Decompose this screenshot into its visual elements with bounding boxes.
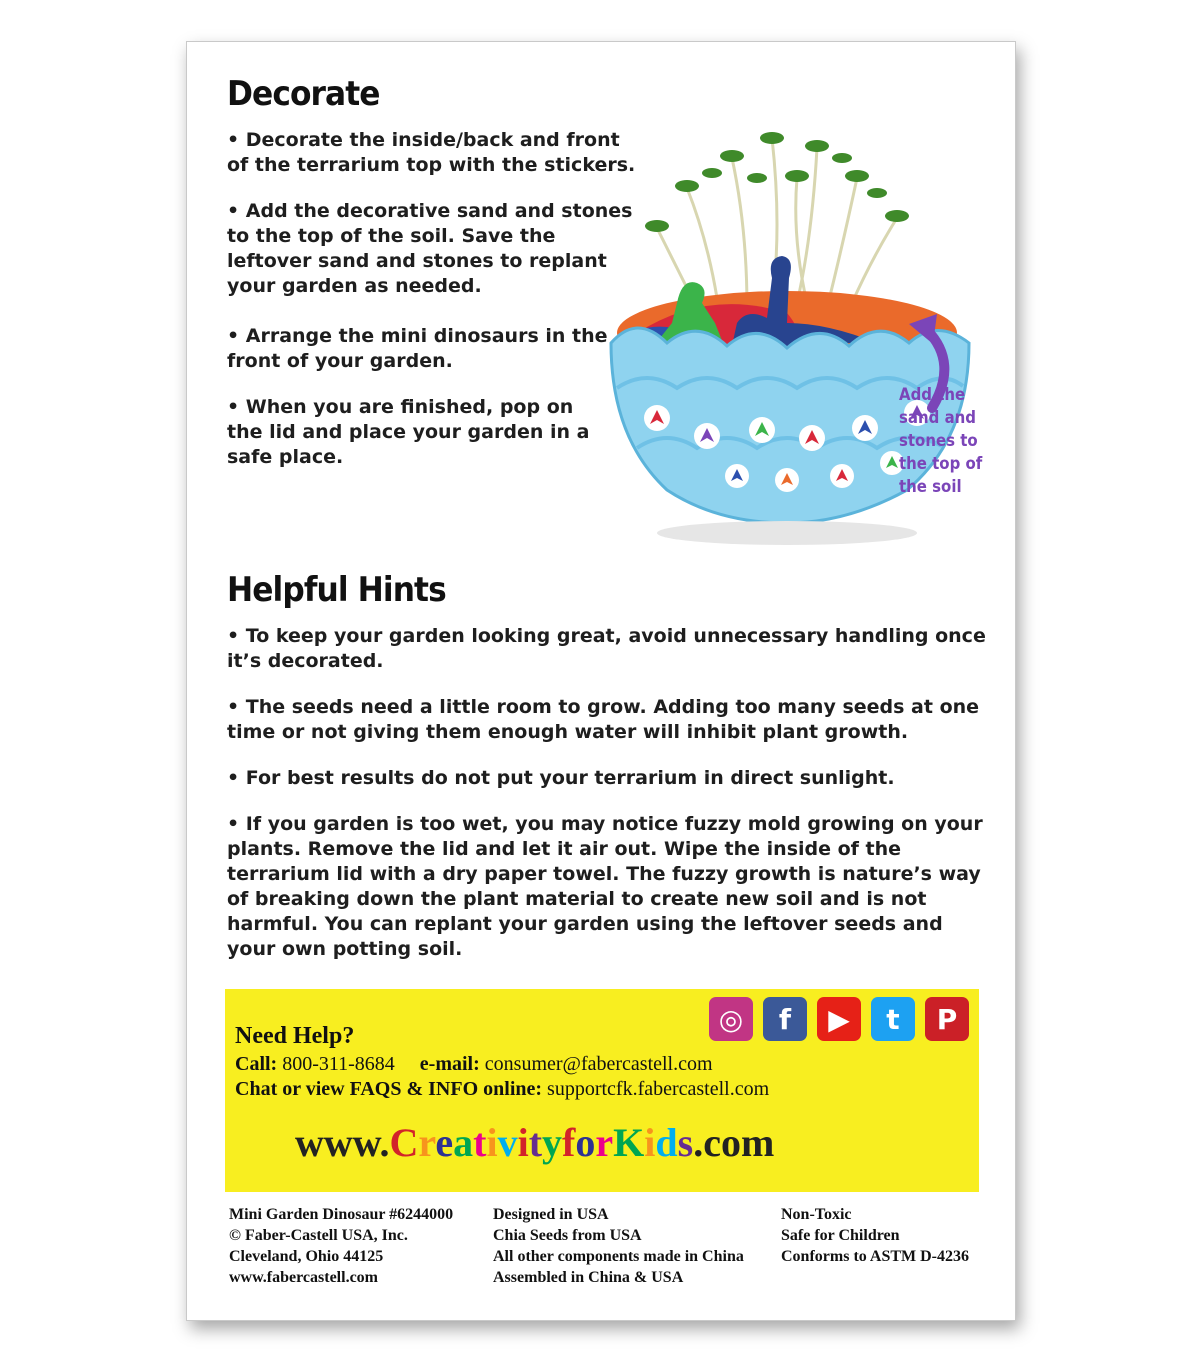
website-prefix: www. bbox=[295, 1120, 390, 1165]
need-help-box bbox=[225, 989, 979, 1192]
footer-safety-info bbox=[781, 1204, 969, 1267]
need-help-title: Need Help? bbox=[235, 1023, 355, 1049]
brand-letter: i bbox=[517, 1120, 529, 1165]
support-url[interactable]: supportcfk.fabercastell.com bbox=[547, 1078, 770, 1100]
footer-line: © Faber-Castell USA, Inc. bbox=[229, 1227, 408, 1244]
brand-letter: a bbox=[453, 1120, 474, 1165]
brand-letter: i bbox=[486, 1120, 498, 1165]
footer-line: Mini Garden Dinosaur #6244000 bbox=[229, 1206, 454, 1223]
decorate-bullet-2: • Add the decorative sand and stones to the top of the soil. Save the leftover sand and stones to replant your garden as needed. bbox=[227, 200, 633, 297]
hint-bullet-1: • To keep your garden looking great, avoid unnecessary handling once it’s decorated. bbox=[227, 625, 986, 672]
decorate-bullet-3: • Arrange the mini dinosaurs in the front of your garden. bbox=[227, 325, 608, 372]
website-brand bbox=[389, 1120, 693, 1165]
instruction-card bbox=[186, 41, 1016, 1321]
brand-letter: r bbox=[595, 1120, 614, 1165]
brand-letter: s bbox=[677, 1120, 694, 1165]
email-address[interactable]: consumer@fabercastell.com bbox=[484, 1053, 713, 1075]
footer-line: Non-Toxic bbox=[781, 1206, 852, 1223]
brand-letter: K bbox=[613, 1120, 645, 1165]
hints-heading: Helpful Hints bbox=[227, 570, 446, 610]
brand-letter: y bbox=[542, 1120, 563, 1165]
hint-bullet-4: • If you garden is too wet, you may notice fuzzy mold growing on your plants. Remove the lid and let it air out. Wipe the inside of the terrarium lid with a dry paper towel. The fuzzy growth is nature’s way of breaking down the plant material to create new soil and is not harmful. You can replant your garden using the leftover seeds and your own potting soil. bbox=[227, 813, 983, 960]
website-suffix: .com bbox=[693, 1120, 775, 1165]
decorate-bullet-1: • Decorate the inside/back and front of the terrarium top with the stickers. bbox=[227, 129, 636, 176]
footer-line: All other components made in China bbox=[493, 1248, 744, 1265]
brand-letter: t bbox=[473, 1120, 487, 1165]
decorate-bullet-4: • When you are finished, pop on the lid and place your garden in a safe place. bbox=[227, 396, 590, 468]
brand-letter: v bbox=[497, 1120, 518, 1165]
brand-letter: f bbox=[562, 1120, 576, 1165]
footer-line: Designed in USA bbox=[493, 1206, 609, 1223]
brand-letter: d bbox=[655, 1120, 678, 1165]
brand-letter: i bbox=[644, 1120, 656, 1165]
website-link[interactable] bbox=[295, 1119, 774, 1166]
phone-number[interactable]: 800-311-8684 bbox=[282, 1053, 395, 1075]
pinterest-icon[interactable]: P bbox=[925, 997, 969, 1041]
contact-line bbox=[235, 1053, 713, 1076]
callout-text: Add the sand and stones to the top of the soil bbox=[899, 385, 983, 497]
footer-line: Cleveland, Ohio 44125 bbox=[229, 1248, 384, 1265]
chat-label: Chat or view FAQS & INFO online: bbox=[235, 1078, 543, 1100]
footer-product-info bbox=[229, 1204, 453, 1288]
brand-letter: C bbox=[389, 1120, 419, 1165]
decorate-heading: Decorate bbox=[227, 74, 380, 114]
brand-letter: e bbox=[435, 1120, 454, 1165]
brand-letter: r bbox=[418, 1120, 436, 1165]
brand-letter: t bbox=[528, 1120, 543, 1165]
instagram-icon[interactable]: ◎ bbox=[709, 997, 753, 1041]
footer-origin-info bbox=[493, 1204, 744, 1288]
call-label: Call: bbox=[235, 1053, 278, 1075]
facebook-icon[interactable]: f bbox=[763, 997, 807, 1041]
footer-line: Assembled in China & USA bbox=[493, 1269, 684, 1286]
youtube-icon[interactable]: ▶ bbox=[817, 997, 861, 1041]
footer-line: Chia Seeds from USA bbox=[493, 1227, 642, 1244]
twitter-icon[interactable]: t bbox=[871, 997, 915, 1041]
footer-line: Safe for Children bbox=[781, 1227, 900, 1244]
email-label: e-mail: bbox=[419, 1053, 480, 1075]
hint-bullet-3: • For best results do not put your terrarium in direct sunlight. bbox=[227, 767, 895, 789]
chat-line bbox=[235, 1078, 769, 1101]
hint-bullet-2: • The seeds need a little room to grow. Adding too many seeds at one time or not giving them enough water will inhibit plant growth. bbox=[227, 696, 980, 743]
brand-letter: o bbox=[575, 1120, 596, 1165]
footer-line: www.fabercastell.com bbox=[229, 1269, 378, 1286]
footer-line: Conforms to ASTM D-4236 bbox=[781, 1248, 969, 1265]
